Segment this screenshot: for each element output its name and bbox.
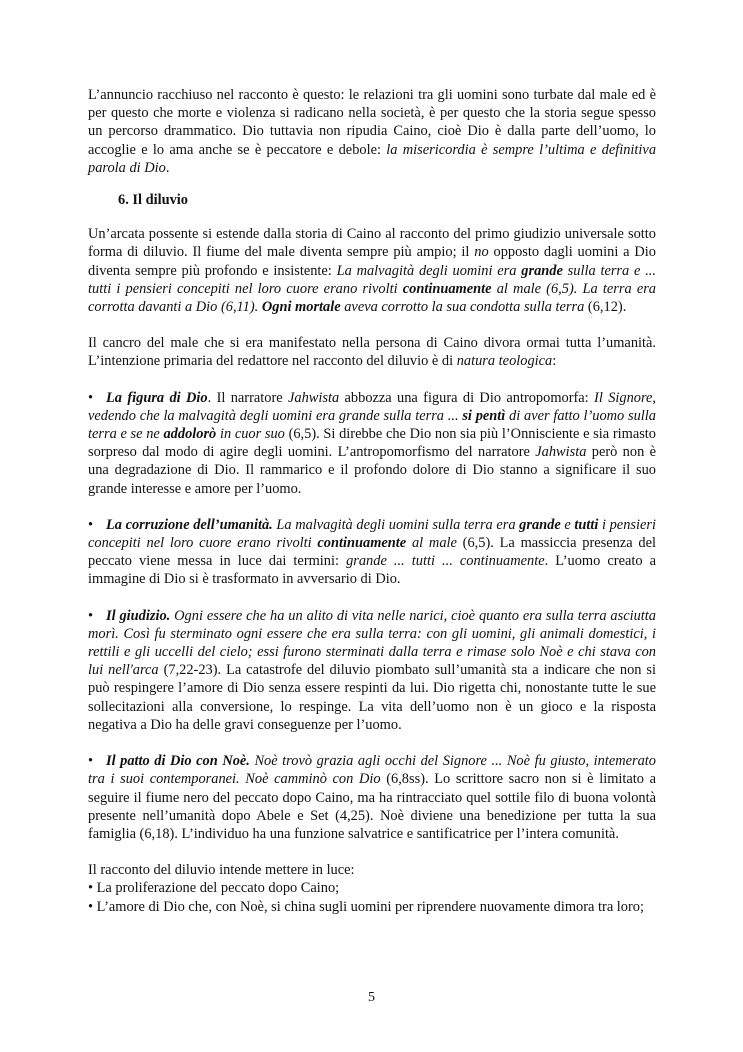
italic-text: sulla terra e ... tutti i pensieri concepiti nel loro cuore erano rivolti [88, 262, 656, 297]
text-run: . Il narratore [207, 389, 289, 406]
italic-text: di aver fatto l’uomo sulla terra e se ne [88, 407, 657, 443]
text-run: (7,22-23). La catastrofe del diluvio piombato sull’umanità sta a indicare che non si può respingere l’amore di Dio senza essere respinti da lui. Dio rigetta chi, nonostante tutte le sue sollecitazioni alla conversione, lo respinge. La vita dell’uomo non è un gioco e la risposta negativa a Dio ha delle gravi conseguenze per l’uomo. [88, 662, 656, 733]
paragraph-diluvio [88, 225, 656, 316]
text-run: però non è una degradazione di Dio. Il rammarico e il profondo dolore di Dio stanno a significare il suo grande interesse e amore per l’uomo. [88, 444, 656, 497]
italic-text: Ogni essere che ha un alito di vita nelle narici, cioè quanto era sulla terra asciutta morì. Così fu sterminato ogni essere che era sulla terra: con gli uomini, gli animali domestici, i rettili e gli uccelli del cielo; essi furono sterminati dalla terra e rimase solo Noè e chi stava con lui nell'arca [88, 607, 656, 679]
italic-text: natura teologica [456, 353, 553, 370]
emphasis-text: Ogni mortale [261, 299, 341, 316]
italic-text: la misericordia è sempre l’ultima e definitiva parola di Dio [88, 141, 657, 176]
document-body [88, 86, 656, 916]
bullet-item-patto [88, 752, 656, 843]
italic-text: Noè trovò grazia agli occhi del Signore ... Noè fu giusto, intemerato tra i suoi contemporanei. Noè camminò con Dio [88, 753, 656, 788]
italic-text: no [474, 244, 489, 261]
italic-text: aveva corrotto la sua condotta sulla terra [340, 299, 585, 316]
italic-text: Jahwista [288, 389, 340, 406]
bullet-text [88, 608, 656, 733]
emphasis-text: La corruzione dell’umanità. [106, 516, 273, 533]
bullet-item-figura [88, 389, 656, 498]
emphasis-text: continuamente [317, 535, 407, 552]
text-run: : [552, 353, 557, 370]
emphasis-text: tutti [574, 516, 599, 533]
bullet-item-corruzione [88, 516, 656, 589]
text-run: Un’arcata possente si estende dalla storia di Caino al racconto del primo giudizio universale sotto forma di diluvio. Il fiume del male diventa sempre più ampio; il [88, 226, 656, 261]
emphasis-text: si pentì [462, 407, 506, 424]
text-run: (6,5). Si direbbe che Dio non sia più l’Onnisciente e sia rimasto sorpreso dal modo di agire degli uomini. L’antropomorfismo del narratore [88, 426, 657, 461]
text-run: (6,5). La massiccia presenza del peccato viene messa in luce dai termini: [88, 535, 656, 570]
bullet-text [88, 390, 656, 497]
text-run: . L’uomo creato a immagine di Dio si è trasformato in avversario di Dio. [88, 553, 656, 588]
text-run: opposto dagli uomini a Dio diventa sempre più profondo e insistente: [88, 244, 656, 279]
italic-text: Il Signore, vedendo che la malvagità degli uomini era grande sulla terra ... [88, 389, 657, 424]
bullet-text [88, 753, 656, 842]
page-number: 5 [368, 990, 375, 1005]
emphasis-text: Il giudizio. [106, 607, 171, 624]
emphasis-text: addolorò [163, 426, 217, 443]
closing-intro: Il racconto del diluvio intende mettere in luce: [88, 862, 355, 879]
bullet-icon: • [88, 516, 94, 533]
paragraph-intro [88, 86, 656, 177]
bullet-item-giudizio [88, 607, 656, 734]
italic-text: La malvagità degli uomini era [336, 262, 522, 279]
text-run: (6,12). [584, 299, 627, 316]
emphasis-text: grande [521, 262, 563, 279]
italic-text: grande ... tutti ... continuamente [346, 553, 545, 570]
italic-text: Jahwista [535, 444, 587, 461]
bullet-text [88, 517, 656, 588]
emphasis-text: La figura di Dio [106, 389, 208, 406]
text-run: Il cancro del male che si era manifestato nella persona di Caino divora ormai tutta l’umanità. L’intenzione primaria del redattore nel racconto del diluvio è di [88, 335, 656, 370]
text-run: . [165, 159, 170, 176]
italic-text: i pensieri concepiti nel loro cuore erano rivolti [88, 516, 656, 552]
text-run: L’annuncio racchiuso nel racconto è questo: le relazioni tra gli uomini sono turbate dal male ed è per questo che morte e violenza si radicano nella società, è per questo che la storia segue spesso un percorso drammatico. Dio tuttavia non ripudia Caino, cioè Dio è dalla parte dell’uomo, lo accoglie e lo ama anche se è peccatore e debole: [88, 87, 656, 158]
text-run: (6,8ss). Lo scrittore sacro non si è limitato a seguire il fiume nero del peccato dopo Caino, ma ha rintracciato quel sottile filo di buona volontà presente nell’umanità dopo Abele e Set (4,25). Noè diviene una benedizione per tutta la sua famiglia (6,18). L’individuo ha una funzione salvatrice e santificatrice per l’intera comunità. [88, 771, 657, 842]
italic-text: al male [406, 535, 457, 552]
bullet-icon: • [88, 389, 94, 406]
bullet-icon: • [88, 607, 94, 624]
text-run: abbozza una figura di Dio antropomorfa: [339, 389, 595, 406]
italic-text: e [560, 516, 575, 533]
paragraph-cancro [88, 334, 656, 370]
closing-list-item: • L’amore di Dio che, con Noè, si china sugli uomini per riprendere nuovamente dimora tra loro; [88, 898, 644, 915]
closing-list-item: • La proliferazione del peccato dopo Caino; [88, 880, 340, 897]
italic-text: La malvagità degli uomini sulla terra era [272, 516, 520, 533]
emphasis-text: grande [519, 516, 561, 533]
italic-text: al male (6,5). La terra era corrotta davanti a Dio (6,11). [88, 280, 656, 316]
bullet-icon: • [88, 753, 94, 770]
section-heading: 6. Il diluvio [118, 192, 188, 209]
emphasis-text: Il patto di Dio con Noè. [106, 753, 250, 770]
italic-text: in cuor suo [216, 426, 285, 443]
emphasis-text: continuamente [402, 280, 492, 297]
